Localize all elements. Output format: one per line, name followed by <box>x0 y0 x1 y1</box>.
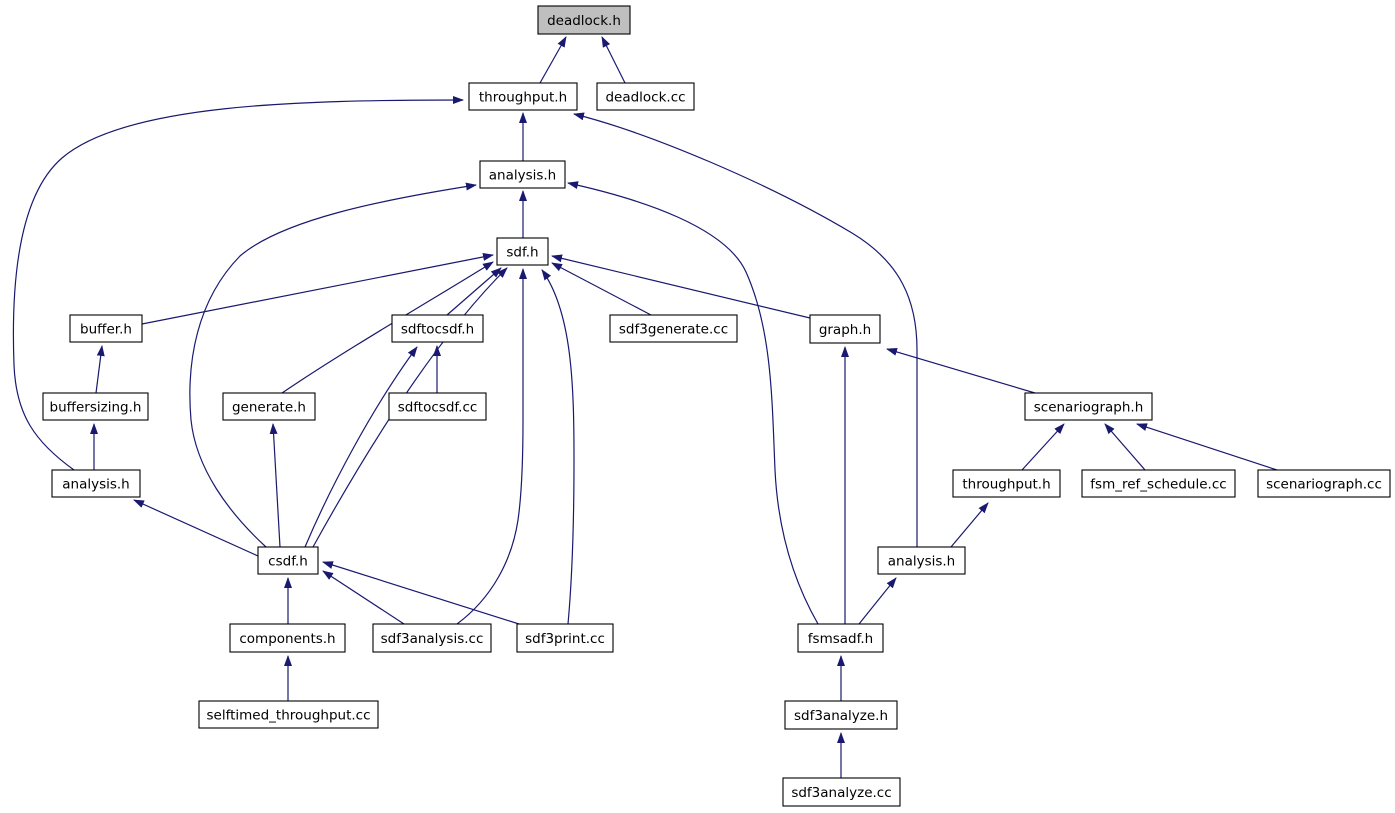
node-analysis_left[interactable] <box>52 470 140 497</box>
node-label-sdftocsdf_h: sdftocsdf.h <box>400 321 475 338</box>
node-label-sdf3analyze_cc: sdf3analyze.cc <box>791 785 892 801</box>
edge-buffersizing_h-to-buffer_h <box>96 346 102 393</box>
node-label-scenariograph_h: scenariograph.h <box>1033 399 1144 416</box>
node-label-sdf3analyze_h: sdf3analyze.h <box>793 708 889 724</box>
edge-scenariograph_cc-to-scenariograph_h <box>1137 424 1277 470</box>
node-label-sdf3generate_cc: sdf3generate.cc <box>618 321 729 338</box>
node-sdf3analysis_cc[interactable] <box>373 624 491 652</box>
edge-throughput_right-to-scenariograph_h <box>1022 424 1064 470</box>
edge-throughput_top-to-deadlock_h <box>540 37 566 83</box>
node-buffer_h[interactable] <box>70 315 142 342</box>
node-fsmsadf_h[interactable] <box>798 624 883 652</box>
edge-scenariograph_h-to-graph_h <box>887 349 1035 393</box>
node-sdf3print_cc[interactable] <box>517 624 613 652</box>
edge-sdf3print_cc-to-csdf_h <box>323 562 519 624</box>
node-label-analysis_top: analysis.h <box>488 167 557 184</box>
edge-sdf3print_cc-to-sdf_h <box>542 270 574 624</box>
node-sdf3analyze_cc[interactable] <box>783 778 900 806</box>
node-label-analysis_right: analysis.h <box>887 553 956 570</box>
node-components_h[interactable] <box>230 624 345 652</box>
node-label-fsmsadf_h: fsmsadf.h <box>807 631 874 647</box>
node-label-components_h: components.h <box>239 631 336 647</box>
node-analysis_right[interactable] <box>878 547 965 574</box>
node-scenariograph_h[interactable] <box>1025 393 1152 420</box>
node-label-throughput_right: throughput.h <box>962 476 1051 493</box>
edge-csdf_h-to-generate_h <box>273 424 280 547</box>
node-sdf3generate_cc[interactable] <box>610 315 737 342</box>
edge-graph_h-to-sdf_h <box>552 256 810 318</box>
node-sdf_h[interactable] <box>497 238 548 265</box>
node-label-buffersizing_h: buffersizing.h <box>49 399 142 416</box>
node-deadlock_cc[interactable] <box>597 83 694 110</box>
node-label-throughput_top: throughput.h <box>478 89 568 106</box>
node-sdftocsdf_h[interactable] <box>392 315 483 342</box>
edge-sdftocsdf_h-to-sdf_h <box>447 268 501 315</box>
edge-analysis_right-to-throughput_right <box>951 503 988 547</box>
node-label-generate_h: generate.h <box>231 399 307 416</box>
node-deadlock_h[interactable] <box>538 6 630 34</box>
node-throughput_right[interactable] <box>953 470 1060 497</box>
edge-deadlock_cc-to-deadlock_h <box>602 37 625 83</box>
edge-csdf_h-to-analysis_top <box>190 185 476 547</box>
edge-csdf_h-to-analysis_left <box>134 500 258 556</box>
node-label-analysis_left: analysis.h <box>62 476 130 493</box>
node-scenariograph_cc[interactable] <box>1258 470 1390 497</box>
node-throughput_top[interactable] <box>469 83 577 110</box>
node-label-sdf3print_cc: sdf3print.cc <box>525 631 605 647</box>
edge-csdf_h-to-sdftocsdf_h <box>305 347 417 547</box>
node-label-graph_h: graph.h <box>818 322 872 338</box>
node-csdf_h[interactable] <box>258 547 318 574</box>
node-label-selftimed_throughput_cc: selftimed_throughput.cc <box>206 707 371 724</box>
node-label-sdf3analysis_cc: sdf3analysis.cc <box>380 631 484 647</box>
node-analysis_top[interactable] <box>480 161 565 188</box>
edge-sdf3analysis_cc-to-csdf_h <box>323 571 404 624</box>
edge-buffer_h-to-sdf_h <box>142 255 493 324</box>
node-buffersizing_h[interactable] <box>43 393 148 420</box>
node-sdftocsdf_cc[interactable] <box>389 393 486 420</box>
edge-fsm_ref_schedule_cc-to-scenariograph_h <box>1105 424 1145 470</box>
node-graph_h[interactable] <box>810 315 880 343</box>
node-label-deadlock_cc: deadlock.cc <box>605 89 686 106</box>
nodes-layer <box>43 6 1390 806</box>
node-label-sdf_h: sdf.h <box>506 244 539 261</box>
node-label-csdf_h: csdf.h <box>268 553 308 570</box>
node-selftimed_throughput_cc[interactable] <box>199 701 378 728</box>
node-label-fsm_ref_schedule_cc: fsm_ref_schedule.cc <box>1090 476 1227 493</box>
edge-fsmsadf_h-to-analysis_top <box>568 183 818 624</box>
node-generate_h[interactable] <box>223 393 315 420</box>
node-fsm_ref_schedule_cc[interactable] <box>1082 470 1235 497</box>
node-label-buffer_h: buffer.h <box>80 321 132 338</box>
edge-sdf3generate_cc-to-sdf_h <box>552 263 651 315</box>
node-label-sdftocsdf_cc: sdftocsdf.cc <box>397 399 478 416</box>
edge-fsmsadf_h-to-analysis_right <box>859 578 896 624</box>
node-label-scenariograph_cc: scenariograph.cc <box>1266 476 1382 493</box>
node-label-deadlock_h: deadlock.h <box>547 13 621 29</box>
node-sdf3analyze_h[interactable] <box>785 701 897 729</box>
